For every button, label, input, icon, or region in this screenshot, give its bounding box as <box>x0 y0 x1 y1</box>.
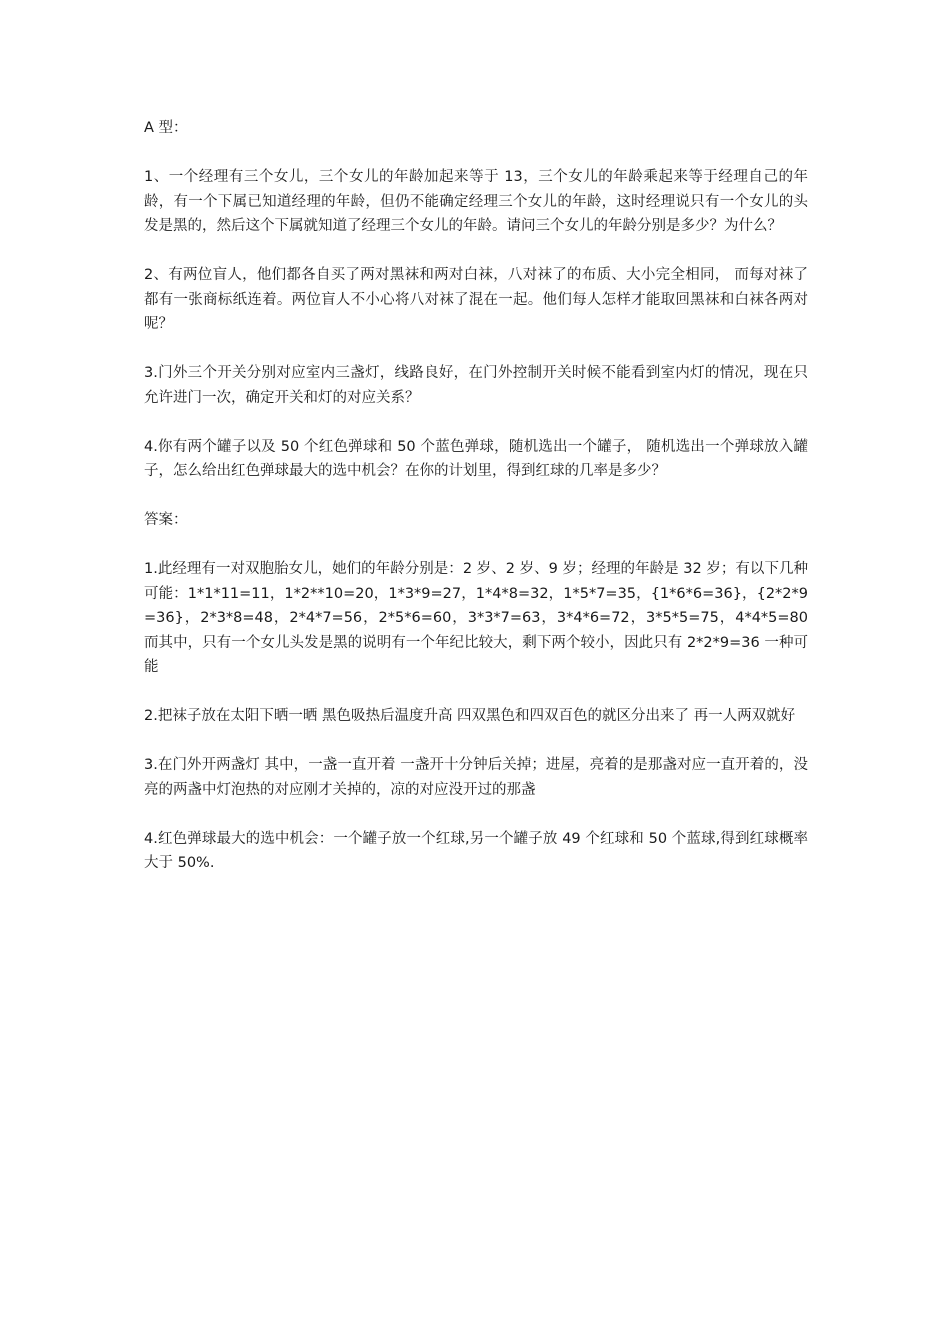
question-2: 2、有两位盲人，他们都各自买了两对黑袜和两对白袜，八对袜了的布质、大小完全相同， 而每对袜了都有一张商标纸连着。两位盲人不小心将八对袜了混在一起。他们每人怎样才能取回黑袜和白袜各两对呢？ <box>144 267 808 332</box>
answer-2: 2.把袜子放在太阳下晒一晒 黑色吸热后温度升高 四双黑色和四双百色的就区分出来了 再一人两双就好 <box>144 708 796 724</box>
answer-1: 1.此经理有一对双胞胎女儿，她们的年龄分别是：2 岁、2 岁、9 岁；经理的年龄是 32 岁；有以下几种可能：1*1*11=11，1*2**10=20，1*3*9=27，1*4*8=32，1*5*7=35，{1*6*6=36}，{2*2*9=36}，2*3*8=48，2*4*7=56，2*5*6=60，3*3*7=63，3*4*6=72，3*5*5=75，4*4*5=80 而其中，只有一个女儿头发是黑的说明有一个年纪比较大，剩下两个较小，因此只有 2*2*9=36 一种可能 <box>144 561 808 675</box>
answer-4: 4.红色弹球最大的选中机会：一个罐子放一个红球,另一个罐子放 49 个红球和 50 个蓝球,得到红球概率大于 50%. <box>144 830 808 871</box>
section-a-title: A 型： <box>144 120 188 136</box>
question-4: 4.你有两个罐子以及 50 个红色弹球和 50 个蓝色弹球，随机选出一个罐子， 随机选出一个弹球放入罐子，怎么给出红色弹球最大的选中机会？在你的计划里，得到红球的几率是多少？ <box>144 438 808 479</box>
question-3: 3.门外三个开关分别对应室内三盏灯，线路良好，在门外控制开关时候不能看到室内灯的情况，现在只允许进门一次，确定开关和灯的对应关系？ <box>144 365 808 406</box>
question-1: 1、一个经理有三个女儿，三个女儿的年龄加起来等于 13，三个女儿的年龄乘起来等于经理自己的年龄，有一个下属已知道经理的年龄，但仍不能确定经理三个女儿的年龄，这时经理说只有一个女儿的头发是黑的，然后这个下属就知道了经理三个女儿的年龄。请问三个女儿的年龄分别是多少？为什么？ <box>144 169 808 234</box>
answer-3: 3.在门外开两盏灯 其中，一盏一直开着 一盏开十分钟后关掉；进屋，亮着的是那盏对应一直开着的，没亮的两盏中灯泡热的对应刚才关掉的，凉的对应没开过的那盏 <box>144 757 808 798</box>
answers-title: 答案： <box>144 512 188 528</box>
document-body <box>144 116 808 900</box>
